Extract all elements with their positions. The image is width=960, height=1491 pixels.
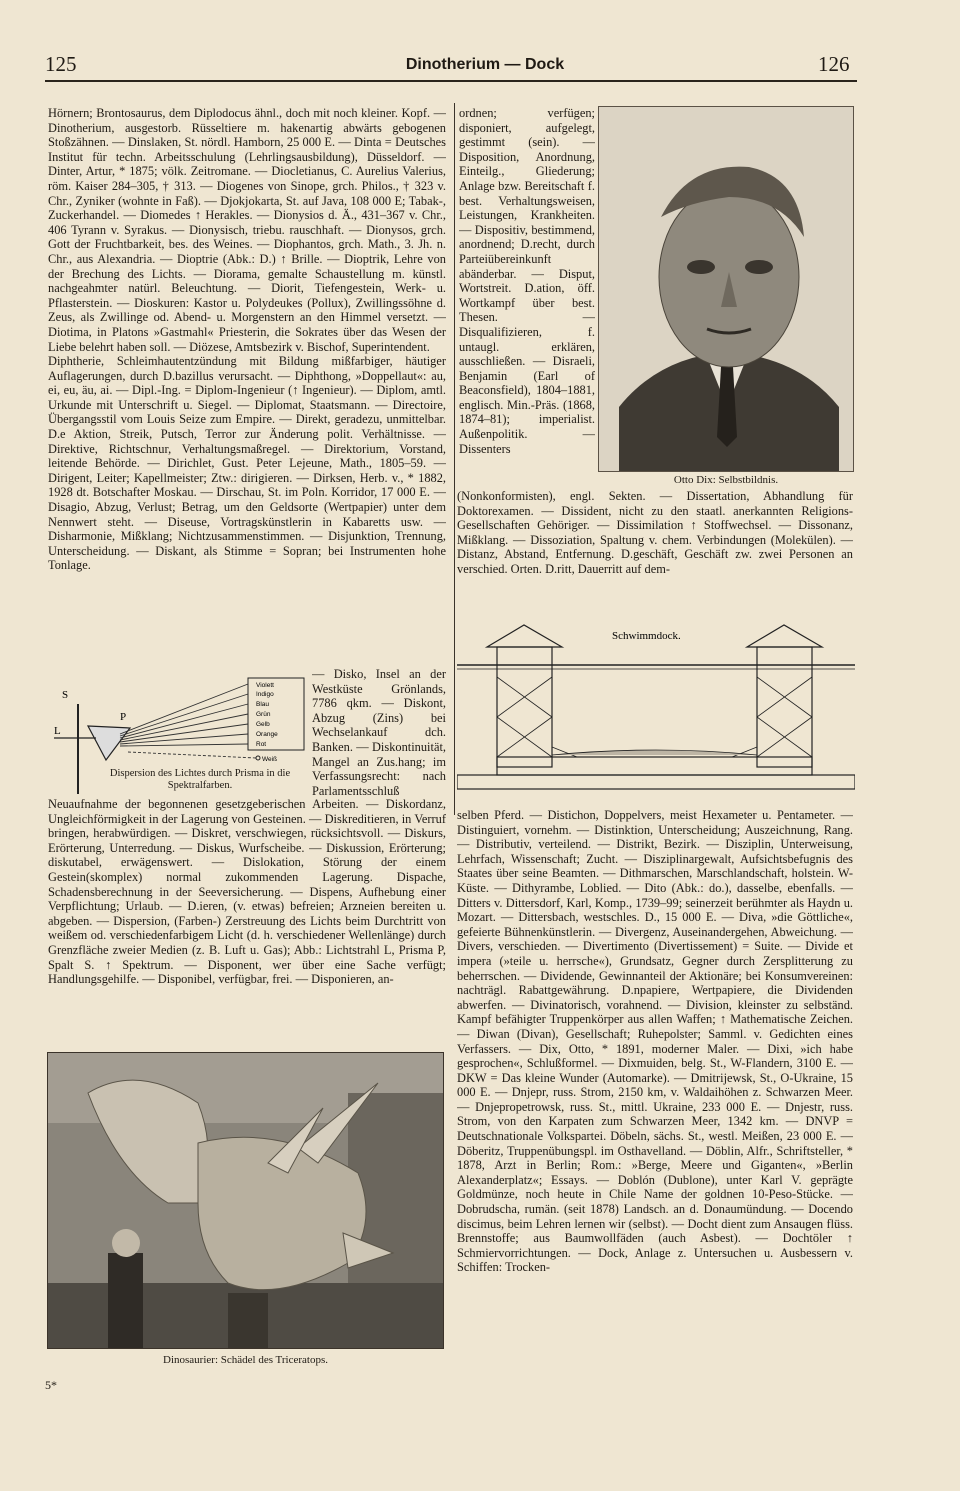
entry-block-1: Hörnern; Brontosaurus, dem Diplodocus ähnl., doch mit noch kleiner. Kopf. — Dinotherium, ausgestorb. Rüsseltiere m. hakenartig abwärts gebogenen Stoßzähnen. — Dinslaken, St. nördl. Hamborn, 25 000 E. — Dinta = Deutsches Institut für techn. Arbeitsschulung (Lehrlingsausbildung), Düsseldorf. — Dinter, Artur, * 1875; völk. Zeitromane. — Diocletianus, C. Aurelius Valerius, röm. Kaiser 284–305, † 313. — Diogenes von Sinope, grch. Philos., † 323 v. Chr., Zyniker (wohnte in Faß). — Djokjokarta, St. auf Java, 108 000 E; Tabak-, Zuckerhandel. — Diomedes ↑ Herakles. — Dionysios d. Ä., 431–367 v. Chr., 406 Tyrann v. Syrakus. — Dionysisch, triebu. rauschhaft. — Dionysos, grch. Gott der Fruchtbarkeit, bes. des Weines. — Diophantos, grch. Math., 3. Jh. n. Chr., aus Alexandria. — Dioptrie (Abk.: D.) ↑ Brille. — Dioptrik, Lehre von der Brechung des Lichts. — Diorama, gemalte Schaustellung m. künstl. nachgeahmter natürl. Beleuchtung. — Diorit, Tiefengestein, Werk- u. Pflasterstein. — Dioskuren: Kastor u. Polydeukes (Pollux), Zwillingssöhne d. Zeus, als Zwillinge od. Abend- u. Morgenstern an den Himmel versetzt. — Diotima, in Platons »Gastmahl« Priesterin, die Sokrates über das Wesen der Liebe belehrt haben soll. — Diözese, Amtsbezirk v. Bischof, Superintendent. [48,106,446,354]
header-rule [45,80,857,82]
column-divider [454,103,455,815]
otto-dix-portrait [598,106,854,472]
light-label: L [54,725,61,737]
triceratops-photo [47,1052,444,1349]
color-gelb: Gelb [256,721,270,728]
color-violett: Violett [256,682,274,689]
color-indigo: Indigo [256,691,274,698]
prism-label: P [120,711,127,723]
color-orange: Orange [256,731,278,738]
page-number-right: 126 [818,52,850,76]
right-column-narrow: ordnen; verfügen; disponiert, aufgelegt, gestimmt (sein). — Disposition, Anordnung, Einteilg., Gliederung; Anlage bzw. Bereitschaft f. best. Verhaltungsweisen, Leistungen, Krankheiten. — Dispositiv, bestimmend, anordnend; D.recht, durch Parteiübereinkunft abänderbar. — Disput, Wortstreit. D.ation, öff. Wortkampf über best. Thesen. — Disqualifizieren, f. untaugl. erklären, ausschließen. — Disraeli, Benjamin (Earl of Beaconsfield), 1804–1881, englisch. Min.-Präs. (1868, 1874–81); imperialist. Außenpolitik. — Dissenters [459,106,595,456]
portrait-caption: Otto Dix: Selbstbildnis. [673,474,779,486]
triceratops-caption: Dinosaurier: Schädel des Triceratops. [163,1354,328,1366]
running-head: Dinotherium — Dock [405,56,565,73]
color-rot: Rot [256,741,267,748]
left-column-top [48,106,446,676]
right-column-mid: (Nonkonformisten), engl. Sekten. — Dissertation, Abhandlung für Doktorexamen. — Dissident, nicht zu den staatl. anerkannten Religions-Gesellschaften Gehöriger. — Dissimilation ↑ Stoffwechsel. — Dissonanz, Mißklang. — Dissoziation, Spaltung v. chem. Verbindungen (Molekülen). — Distanz, Abstand, Entfernung. D.geschäft, Geschäft zw. zwei Personen an verschied. Orten. D.ritt, Dauerritt auf dem- [457,489,853,576]
signature-mark: 5* [45,1378,57,1392]
color-gruen: Grün [256,711,271,718]
disko-entry: — Disko, Insel an der Westküste Grönlands, 7786 qkm. — Diskont, Abzug (Zins) bei Wechselankauf dch. Banken. — Diskontinuität, Mangel an Zus.hang; im Verfassungsrecht: nach Parlamentsschluß [312,667,446,798]
color-blau: Blau [256,701,270,708]
page-number-left: 125 [45,52,77,76]
entry-block-2: Diphtherie, Schleimhautentzündung mit Bildung mißfarbiger, häutiger Auflagerungen, durch D.bazillus verursacht. — Diphthong, »Doppellaut«: au, ei, eu, äu, ai. — Dipl.-Ing. = Diplom-Ingenieur (↑ Ingenieur). — Diplom, amtl. Urkunde mit Unterschrift u. Siegel. — Diplomat, Staatsmann. — Directoire, Übergangsstil vom Louis Seize zum Empire. — Direkt, geradezu, unmittelbar. D.e Aktion, Streik, Putsch, Terror zur Änderung polit. Verhältnisse. — Direktive, Richtschnur, Verhaltungsmaßregel. — Direktorium, Vorstand, leitende Behörde. — Dirichlet, Gust. Peter Lejeune, Math., 1805–59. — Dirigent, Leiter; Kapellmeister; Ztw.: dirigieren. — Dirksen, Herb. v., * 1882, 1928 dt. Botschafter Moskau. — Dirschau, St. im Poln. Korridor, 17 000 E. — Disagio, Abzug, Verlust; Betrag, um den Geldsorte (Wertpapier) unter dem Nennwert steht. — Diseuse, Vortragskünstlerin in Kabaretts usw. — Disharmonie, Mißklang; Nichtzusammenstimmen. — Disjunktion, Trennung, Unterscheidung. — Diskant, als Stimme = Sopran; bei Instrumenten hohe Tonlage. [48,354,446,573]
floating-dock-drawing [457,617,855,807]
left-column-bottom: Neuaufnahme der begonnenen gesetzgeberischen Arbeiten. — Diskordanz, Ungleichförmigkeit in der Lagerung von Gesteinen. — Diskreditieren, in Verruf bringen, herabwürdigen. — Diskret, verschwiegen, rücksichtsvoll. — Diskurs, Erörterung, Unterredung. — Diskus, Wurfscheibe. — Diskussion, Erörterung; diskutabel, erwägenswert. — Dislokation, Störung der einem Gestein(skomplex) normal zukommenden Lagerung. Dispache, Schadensberechnung in der Seeversicherung. — Dispens, Aufhebung einer Verpflichtung; Urlaub. — D.ieren, (v. etwas) befreien; Arzneien bereiten u. abgeben. — Dispersion, (Farben-) Zerstreuung des Lichts beim Durchtritt von weißem od. verschiedenfarbigem Licht (d. h. verschiedener Wellenlänge) durch Grenzfläche zweier Medien (z. B. Luft u. Gas); Abb.: Lichtstrahl L, Prisma P, Spalt S. ↑ Spektrum. — Disponent, wer über eine Sache verfügt; Handlungsgehilfe. — Disponibel, verfügbar, frei. — Disponieren, an- [48,797,446,987]
color-weiss: Weiß [262,756,278,763]
slit-label: S [62,689,69,701]
dock-label: Schwimmdock. [612,630,681,642]
right-column-bottom: selben Pferd. — Distichon, Doppelvers, meist Hexameter u. Pentameter. — Distinguiert, vornehm. — Distinktion, Unterscheidung; Auszeichnung, Rang. — Distributiv, verteilend. — Distrikt, Bezirk. — Disziplin, Unterweisung, Lehrfach, Wissenschaft; Zucht. — Disziplinargewalt, Aufsichtsbefugnis des Staates über seine Beamten. — Dithmarschen, Marschlandschaft, holstein. W-Küste. — Dithyrambe, Loblied. — Dito (Abk.: do.), dasselbe, ebenfalls. — Ditters v. Dittersdorf, Karl, Komp., 1739–99; seinerzeit berühmter als Haydn u. Mozart. — Dittersbach, westschles. D., 15 000 E. — Diva, »die Göttliche«, gefeierte Bühnenkünstlerin. — Divergenz, Auseinandergehen, Abweichung. — Divers, verschieden. — Divertimento (Divertissement) = Suite. — Divide et impera (»teile u. herrsche«), Grundsatz, Gegner durch Zersplitterung zu beherrschen. — Dividende, Gewinnanteil der Aktionäre; bei Konsumvereinen: nachträgl. Rabattgewährung. D.npapiere, Wertpapiere, die Dividenden abwerfen. — Divinatorisch, vorahnend. — Division, kleinster zu selbständ. Kampf befähigter Truppenkörper aus allen Waffen; ↑ Mathematische Zeichen. — Diwan (Divan), Gesellschaft; Ruhepolster; Samml. v. Gedichten eines Verfassers. — Dix, Otto, * 1891, moderner Maler. — Dixi, »ich habe gesprochen«, Schlußformel. — Dixmuiden, belg. St., W-Flandern, 3100 E. — DKW = Das kleine Wunder (Automarke). — Dmitrijewsk, St., O-Ukraine, 15 000 E. — Dnjepr, russ. Strom, 2150 km, v. Waldaihöhen z. Schwarzen Meer. — Dnjepropetrowsk, russ. St., mittl. Ukraine, 233 000 E. — Dnjestr, russ. Strom, von den Karpaten zum Schwarzen Meer, 1342 km. — DNVP = Deutschnationale Volkspartei. Döbeln, sächs. St., westl. Meißen, 23 000 E. — Döberitz, Truppenübungspl. im Osthavelland. — Döblin, Alfr., Schriftsteller, * 1878, Arzt in Berlin; Rom.: »Berge, Meere und Giganten«, »Berlin Alexanderplatz«; Essays. — Doblón (Dublone), unter Karl V. geprägte Goldmünze, noch heute in Chile Name der goldnen 10-Peso-Stücke. — Dobrudscha, rumän. (seit 1878) Landsch. an d. Donaumündung. — Docendo discimus, beim Lehren lernen wir (selbst). — Docht dient zum Ansaugen flüss. Brennstoffe; aus Baumwollfäden (auch Asbest). — Dochtöler ↑ Schmiervorrichtungen. — Dock, Anlage z. Untersuchen u. Ausbessern v. Schiffen: Trocken- [457,808,853,1275]
prism-caption: Dispersion des Lichtes durch Prisma in die Spektralfarben. [109,768,291,791]
